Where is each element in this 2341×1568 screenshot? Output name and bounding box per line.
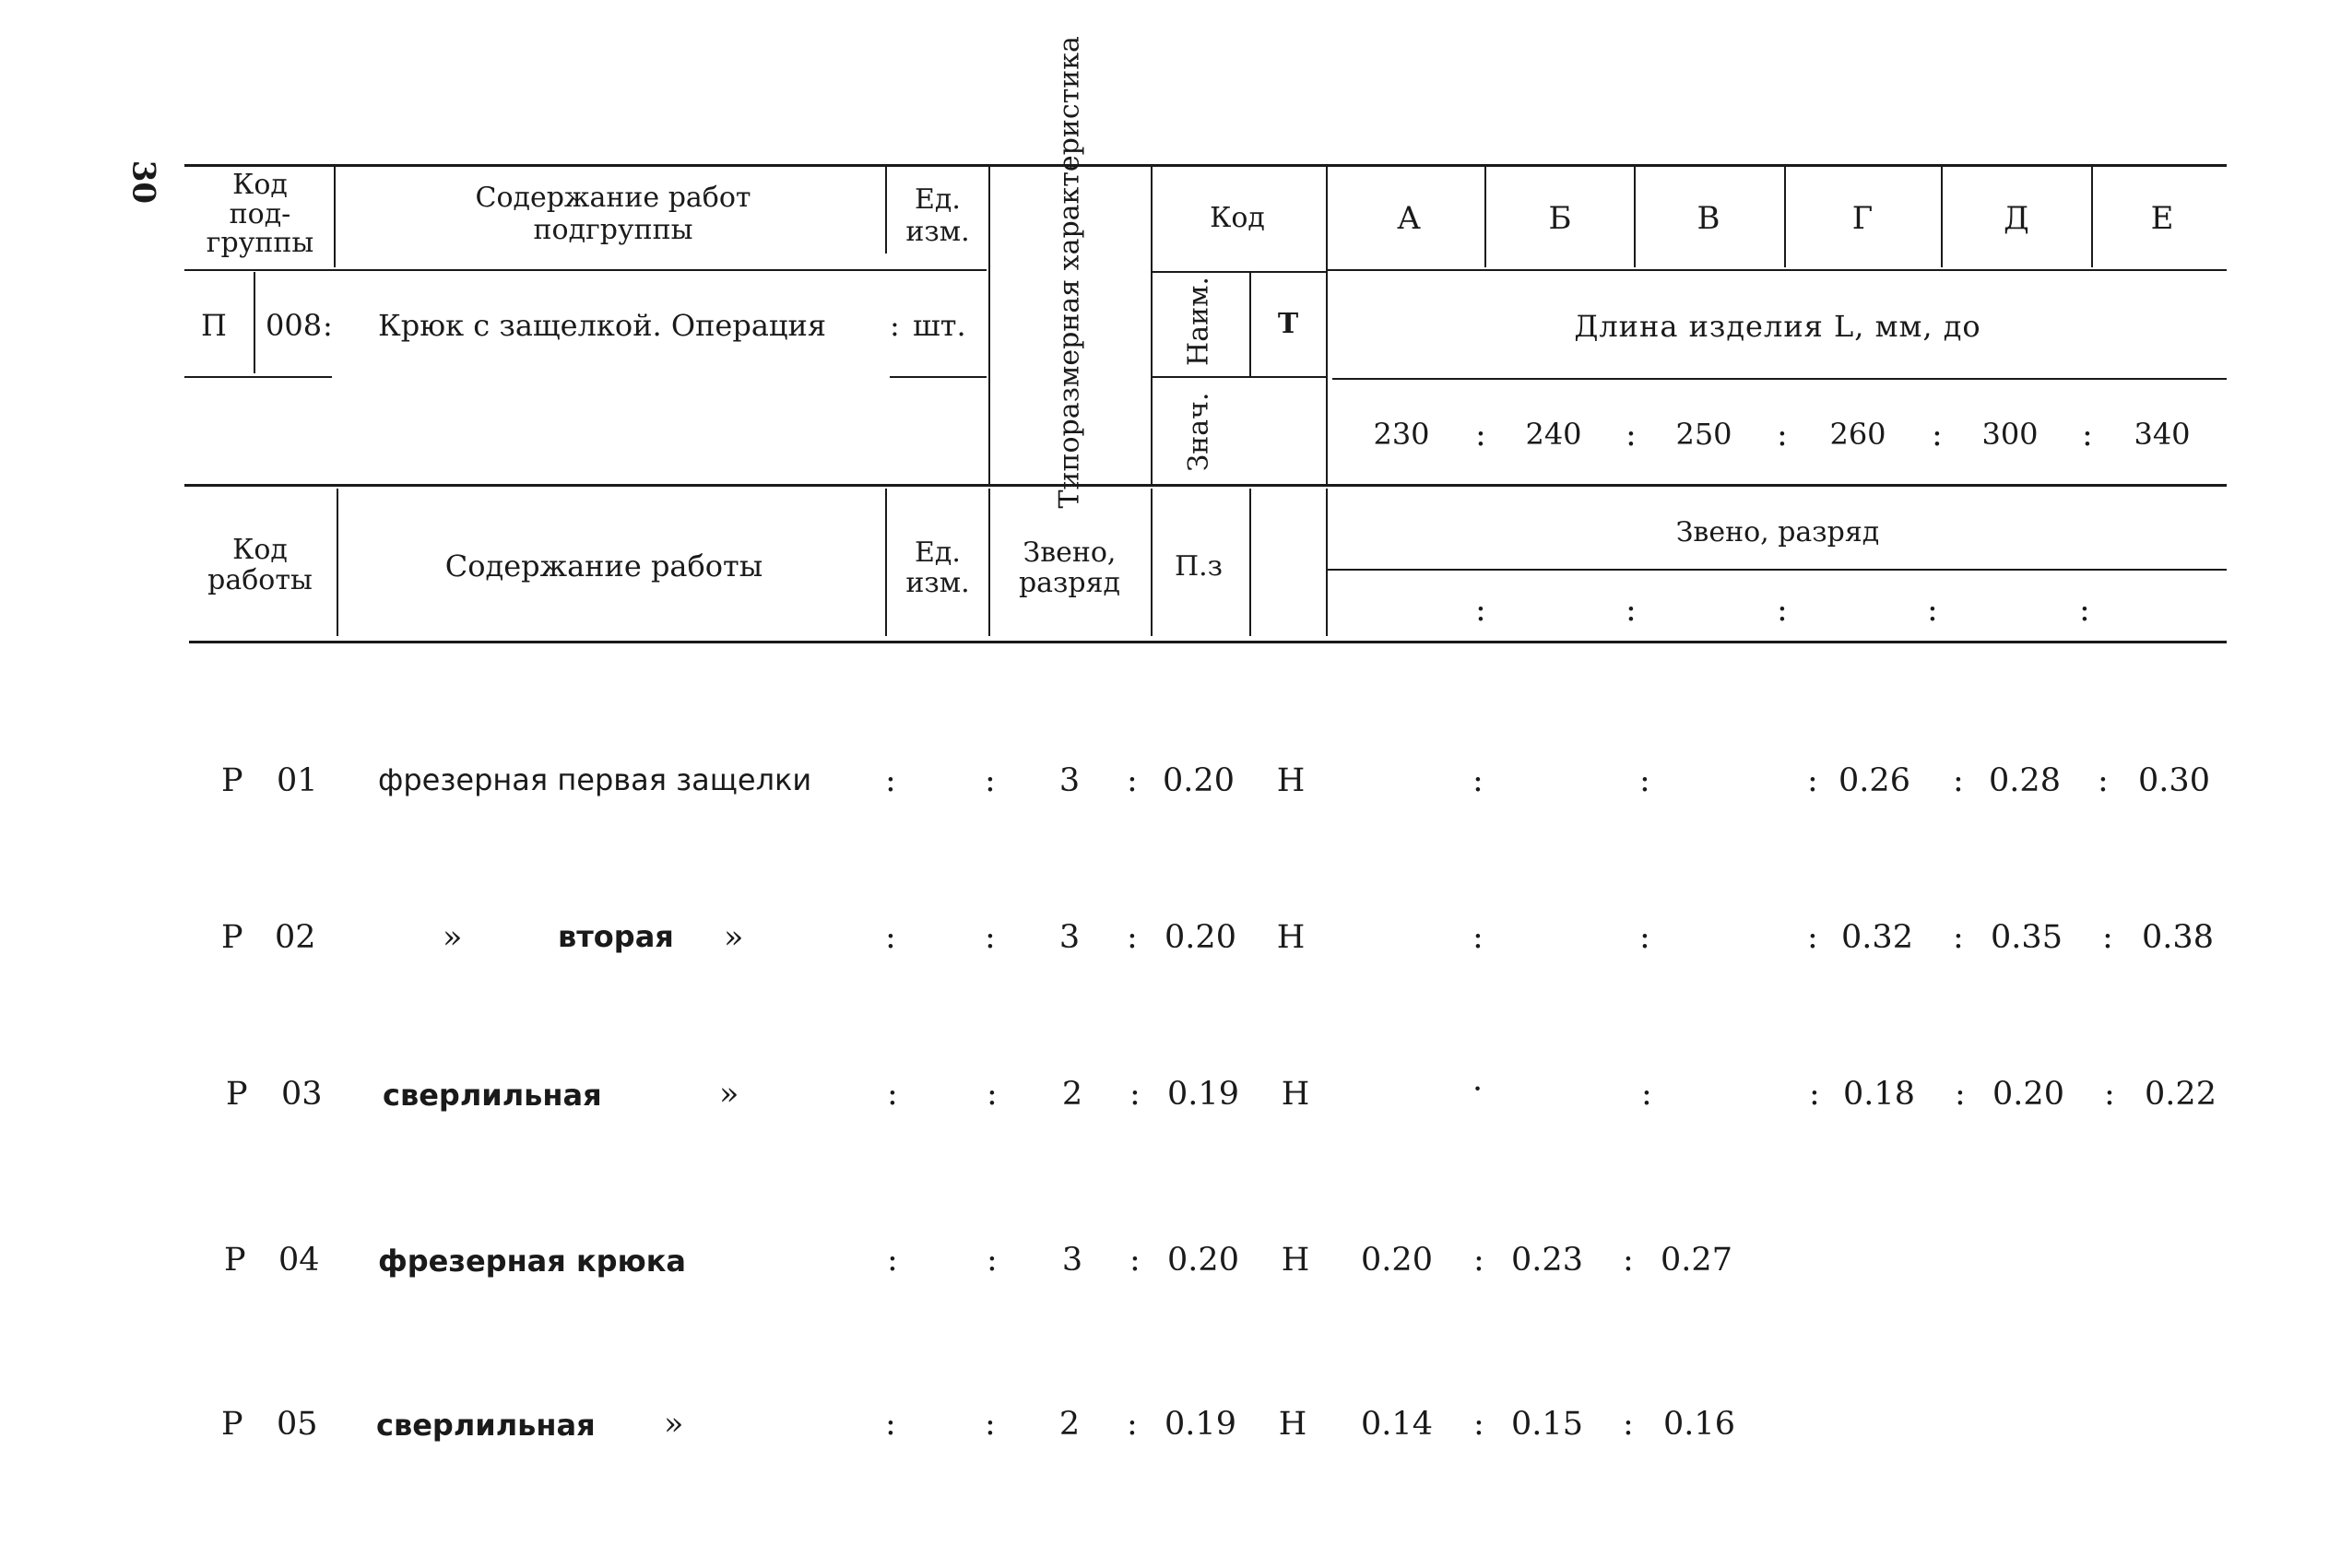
row-letter: Р — [221, 762, 243, 799]
colon: : — [987, 1076, 998, 1113]
colon: : — [1807, 762, 1818, 799]
colon: : — [987, 1242, 998, 1279]
row-pz: 0.19 — [1167, 1076, 1239, 1113]
v-work-unit — [988, 489, 990, 636]
rule-work-header-bottom — [189, 641, 2227, 643]
right-team-grade-label: Звено, разряд — [1675, 516, 1880, 548]
v-code-subgroup — [334, 166, 336, 267]
v-naim-t — [1249, 272, 1251, 378]
rule-length — [1332, 378, 2227, 380]
subgroup-unit: шт. — [913, 308, 966, 343]
colon: : — [1626, 592, 1637, 629]
row-g: 0.18 — [1843, 1076, 1915, 1113]
row-team: 2 — [1058, 1406, 1081, 1443]
colon: : — [885, 1406, 896, 1443]
colon: : — [985, 1406, 996, 1443]
rule-header-mid-left — [184, 269, 987, 271]
length-g: 260 — [1829, 417, 1886, 452]
row-pz: 0.20 — [1165, 919, 1236, 956]
colon: : — [1953, 762, 1964, 799]
length-v: 250 — [1675, 417, 1732, 452]
colon: : — [1927, 592, 1938, 629]
work-team-grade-label: Звено, разряд — [1018, 536, 1121, 599]
colon: : — [885, 919, 896, 956]
rule-top — [184, 164, 2227, 167]
row-e: 0.22 — [2145, 1076, 2217, 1113]
code-t-label: Т — [1277, 308, 1299, 340]
row-t: Н — [1281, 1242, 1310, 1279]
colon: : — [1807, 919, 1818, 956]
row-team: 3 — [1061, 1242, 1083, 1279]
colon: : — [1623, 1406, 1634, 1443]
row-code: 05 — [277, 1406, 318, 1443]
col-d-label: Д — [2004, 200, 2029, 237]
colon: : — [1777, 417, 1788, 454]
row-code: 03 — [281, 1076, 323, 1113]
row-content: вторая — [558, 919, 674, 954]
row-content: сверлильная — [383, 1078, 602, 1113]
row-letter: Р — [221, 919, 243, 956]
colon: : — [1955, 1076, 1966, 1113]
colon: : — [1472, 762, 1484, 799]
colon: : — [1475, 417, 1486, 454]
col-g-label: Г — [1851, 200, 1874, 237]
v-work-content — [885, 489, 887, 636]
colon: : — [1127, 762, 1138, 799]
ditto-mark: » — [443, 919, 463, 956]
colon: : — [985, 919, 996, 956]
rule-code-split — [1153, 376, 1328, 378]
colon: : — [1473, 1406, 1484, 1443]
work-unit-label: Ед. изм. — [905, 536, 970, 599]
row-code: 01 — [277, 762, 318, 799]
subgroup-number: 008 — [266, 308, 323, 343]
v-work-t — [1326, 489, 1328, 636]
v-work-team — [1151, 489, 1153, 636]
length-label: Длина изделия L, мм, до — [1574, 309, 1981, 344]
row-content: фрезерная первая защелки — [378, 762, 812, 797]
v-col-de — [2091, 166, 2093, 267]
col-b-label: Б — [1548, 200, 1572, 237]
colon: : — [2102, 919, 2113, 956]
length-e: 340 — [2134, 417, 2191, 452]
colon: : — [1129, 1076, 1141, 1113]
colon: : — [890, 308, 900, 343]
rule-subgroup-short — [184, 376, 332, 378]
colon: : — [1473, 1242, 1484, 1279]
colon: : — [1639, 919, 1650, 956]
ditto-mark: » — [724, 919, 744, 956]
row-team: 2 — [1061, 1076, 1083, 1113]
row-e: 0.30 — [2138, 762, 2210, 799]
unit-label-top: Ед. изм. — [905, 183, 970, 248]
row-pz: 0.19 — [1165, 1406, 1236, 1443]
row-a: 0.20 — [1361, 1242, 1433, 1279]
colon: : — [1953, 919, 1964, 956]
length-a: 230 — [1373, 417, 1430, 452]
v-code-table — [1326, 166, 1328, 484]
subgroup-letter: П — [201, 308, 227, 343]
row-code: 02 — [275, 919, 316, 956]
colon: : — [1623, 1242, 1634, 1279]
ditto-mark: » — [664, 1406, 684, 1443]
work-code-label: Код работы — [207, 534, 313, 596]
row-g: 0.32 — [1841, 919, 1913, 956]
v-work-pz — [1249, 489, 1251, 636]
rule-zveno-right — [1328, 569, 2227, 571]
rule-header-bottom — [184, 484, 2227, 487]
dot-mark: · — [1472, 1071, 1484, 1108]
colon: : — [2079, 592, 2090, 629]
subgroup-code-label: Код под-группы — [206, 169, 314, 259]
row-d: 0.20 — [1992, 1076, 2064, 1113]
row-team: 3 — [1058, 762, 1081, 799]
colon: : — [885, 762, 896, 799]
row-pz: 0.20 — [1163, 762, 1235, 799]
work-pz-label: П.з — [1174, 550, 1224, 583]
v-content-unit — [885, 166, 887, 253]
row-e: 0.38 — [2142, 919, 2214, 956]
rule-header-mid-right — [1328, 269, 2227, 271]
code-name-label: Наим. — [1182, 277, 1215, 366]
colon: : — [2104, 1076, 2115, 1113]
colon: : — [1472, 919, 1484, 956]
row-t: Н — [1278, 1406, 1307, 1443]
rule-unit-short — [890, 376, 987, 378]
row-a: 0.14 — [1361, 1406, 1433, 1443]
subgroup-title: Крюк с защелкой. Операция — [378, 308, 827, 343]
v-unit-type — [988, 166, 990, 484]
colon: : — [1777, 592, 1788, 629]
row-t: Н — [1276, 762, 1306, 799]
size-characteristic-label: Типоразмерная характеристика — [1053, 36, 1086, 509]
row-d: 0.28 — [1989, 762, 2061, 799]
row-letter: Р — [226, 1076, 248, 1113]
row-content: сверлильная — [376, 1408, 596, 1443]
row-t: Н — [1276, 919, 1306, 956]
code-label: Код — [1210, 202, 1265, 234]
row-t: Н — [1281, 1076, 1310, 1113]
row-content: фрезерная крюка — [378, 1244, 686, 1279]
colon: : — [985, 762, 996, 799]
row-letter: Р — [224, 1242, 246, 1279]
colon: : — [1639, 762, 1650, 799]
row-v: 0.16 — [1663, 1406, 1735, 1443]
colon: : — [887, 1242, 898, 1279]
row-letter: Р — [221, 1406, 243, 1443]
colon: : — [323, 308, 333, 343]
code-value-label: Знач. — [1182, 392, 1215, 472]
colon: : — [887, 1076, 898, 1113]
row-d: 0.35 — [1991, 919, 2063, 956]
rule-header-mid-code — [1151, 271, 1326, 273]
v-col-gd — [1941, 166, 1943, 267]
v-col-bv — [1634, 166, 1636, 267]
col-e-label: Е — [2150, 200, 2174, 237]
v-type-code — [1151, 166, 1153, 484]
colon: : — [1475, 592, 1486, 629]
colon: : — [1127, 919, 1138, 956]
row-team: 3 — [1058, 919, 1081, 956]
length-d: 300 — [1981, 417, 2039, 452]
row-b: 0.15 — [1511, 1406, 1583, 1443]
row-b: 0.23 — [1511, 1242, 1583, 1279]
length-b: 240 — [1525, 417, 1582, 452]
page-number: 30 — [124, 159, 162, 205]
row-pz: 0.20 — [1167, 1242, 1239, 1279]
colon: : — [2082, 417, 2093, 454]
col-a-label: А — [1397, 200, 1421, 237]
work-content-label: Содержание работы — [444, 548, 763, 584]
colon: : — [1641, 1076, 1652, 1113]
colon: : — [1809, 1076, 1820, 1113]
colon: : — [1626, 417, 1637, 454]
ditto-mark: » — [719, 1076, 739, 1113]
colon: : — [1932, 417, 1943, 454]
col-v-label: В — [1697, 200, 1720, 237]
colon: : — [1129, 1242, 1141, 1279]
subgroup-content-label: Содержание работ подгруппы — [475, 182, 751, 246]
row-v: 0.27 — [1661, 1242, 1732, 1279]
row-g: 0.26 — [1839, 762, 1910, 799]
colon: : — [1127, 1406, 1138, 1443]
v-col-vg — [1784, 166, 1786, 267]
v-col-ab — [1484, 166, 1486, 267]
v-subgroup-split — [254, 272, 255, 373]
row-code: 04 — [278, 1242, 320, 1279]
colon: : — [2098, 762, 2109, 799]
v-work-code — [337, 489, 338, 636]
